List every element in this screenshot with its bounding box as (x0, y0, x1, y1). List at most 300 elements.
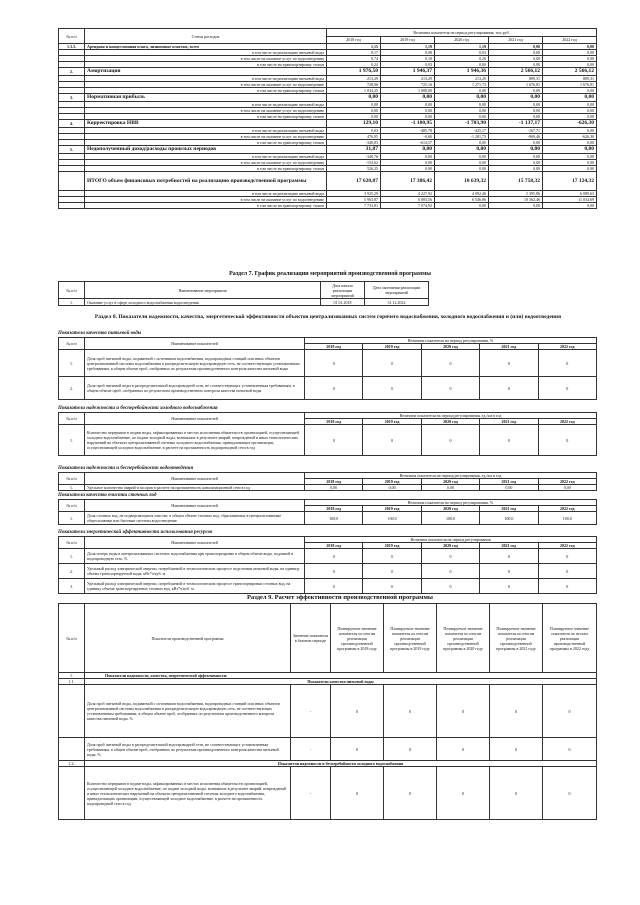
row-value: 0 (538, 549, 596, 564)
row-value: 100,0 (421, 512, 479, 525)
row-value: 0 (480, 549, 538, 564)
period-header: Величина показателя на период регулирования, % (305, 338, 597, 344)
table-row (59, 203, 597, 209)
row-value: 0,00 (489, 114, 543, 120)
row-value: 1 946,36 (435, 68, 489, 76)
schedule-table (58, 281, 429, 306)
row-name: ИТОГО объем финансовых потребностей на реализацию производственной программы (85, 172, 327, 191)
row-value: 100,0 (538, 512, 596, 525)
col-item-header: Статья расходов (85, 29, 327, 44)
row-value: 0,00 (489, 154, 543, 160)
row-value: 0 (538, 425, 596, 456)
row-value: 0,00 (489, 160, 543, 166)
row-value: 0 (305, 549, 363, 564)
row-value: 0 (437, 685, 490, 738)
row-value: 0,03 (381, 62, 435, 68)
year-header: 2018 год (305, 543, 363, 549)
year-header: 2020 год (421, 506, 479, 512)
row-value: 0,00 (435, 108, 489, 114)
row-value: 0,00 (489, 102, 543, 108)
col-no-header: № п/п (59, 604, 85, 673)
efficiency-table (58, 603, 597, 820)
row-value: 1 976,50 (327, 68, 381, 76)
row-value: 0,00 (489, 94, 543, 102)
row-value: 0 (384, 738, 437, 761)
period-header: Величина показателя на период регулирования, % (305, 500, 597, 506)
row-name: в том числе на оказание услуг по водоотведению (85, 82, 327, 88)
col-name-header: Наименование мероприятия (85, 282, 321, 299)
row-value: 0,00 (381, 154, 435, 160)
row-no: 2. (59, 377, 85, 400)
table-row (59, 350, 597, 377)
row-name: в том числе на реализацию питьевой воды (85, 50, 327, 56)
row-value: 0 (421, 377, 479, 400)
row-value: 15 758,32 (489, 172, 543, 191)
row-name: в том числе на оказание услуг по водоотведению (85, 108, 327, 114)
row-value: 0,17 (327, 50, 381, 56)
row-value: 10 639,32 (435, 172, 489, 191)
row-value: 0 (384, 767, 437, 820)
row-value: 1 034,25 (327, 88, 381, 94)
row-value: 4 227,92 (381, 191, 435, 197)
col-name-header: Показатели производственной программы (85, 604, 291, 673)
row-value: 0 (490, 767, 543, 820)
row-no: 1.3.3. (59, 44, 85, 50)
section7-title: Раздел 7. График реализации мероприятий производственной программы (229, 271, 431, 277)
row-value: -614,57 (381, 140, 435, 146)
row-no: 1. (59, 673, 85, 679)
row-base: - (291, 685, 331, 738)
row-value: 0,00 (381, 146, 435, 154)
row-value: 0 (538, 564, 596, 579)
row-value: 0 (331, 685, 384, 738)
row-value: 0 (480, 564, 538, 579)
group-title: Показатели надежности и бесперебойности холодного водоснабжения (85, 761, 597, 767)
row-value: 0,00 (435, 102, 489, 108)
year-header: 2021 год (480, 344, 538, 350)
row-value: 0,00 (543, 128, 597, 134)
row-base: - (291, 767, 331, 820)
row-value: 476,95 (327, 134, 381, 140)
group-title: Показатели качества питьевой воды (85, 679, 597, 685)
row-value: -0,60 (381, 134, 435, 140)
row-value: -340,83 (327, 140, 381, 146)
col-no-header: № п/п (59, 29, 85, 44)
row-value: 0,00 (435, 166, 489, 172)
year-header: 2022 год (538, 479, 596, 485)
col-name-header: Наименование показателей (85, 338, 305, 350)
row-value: 0,00 (543, 114, 597, 120)
plan-year-header: Планируемое значение показателя по итогам реализации производственной программы в 2019 году (384, 604, 437, 673)
row-value: -1 100,95 (381, 120, 435, 128)
row-value: 0,00 (381, 108, 435, 114)
year-header: 2019 год (363, 344, 421, 350)
year-header: 2019 год (363, 506, 421, 512)
row-name: в том числе на транспортировку стоков (85, 140, 327, 146)
row-value: 4 092,46 (435, 191, 489, 197)
year-header: 2021 год (480, 479, 538, 485)
sewer-reliability-table (58, 472, 597, 491)
row-value: 0 (538, 579, 596, 594)
row-value: 0 (363, 377, 421, 400)
row-value: 0,18 (381, 56, 435, 62)
row-value: 0,00 (489, 44, 543, 50)
year-header: 2020 год (421, 479, 479, 485)
year-header: 2020 год (421, 419, 479, 425)
year-header: 2022 год (538, 419, 596, 425)
row-value: 0 (331, 738, 384, 761)
row-value: 17 124,32 (543, 172, 597, 191)
table-row (59, 94, 597, 102)
row-no (59, 203, 85, 209)
t3-caption: Показатели надежности и бесперебойности водоотведения (58, 466, 194, 471)
row-value: 0,00 (489, 203, 543, 209)
row-value: 1 676,81 (489, 82, 543, 88)
row-value: 0 (305, 425, 363, 456)
row-value: 0,00 (381, 160, 435, 166)
row-value: 0 (543, 767, 597, 820)
row-value: 0,00 (381, 102, 435, 108)
row-value: 0 (543, 738, 597, 761)
row-name: Нормативная прибыль (85, 94, 327, 102)
row-name: Количество перерывов в подаче воды, зафиксированных в местах исполнения обязательств организацией, осуществляющей холодное водоснабжение, по подаче холодной воды, возникших в результате аварий, повреждений и иных технологических нарушений на объектах централизованной системы холодного водоснабжения, принадлежащих организации, осуществляющей холодное водоснабжение, в расчете на протяженность водопроводной сети в год (85, 767, 291, 820)
row-value: 0,00 (543, 88, 597, 94)
year-header: 2018 год (305, 506, 363, 512)
row-value: 0,00 (327, 102, 381, 108)
row-value: 0,00 (543, 154, 597, 160)
row-value: 0,00 (435, 62, 489, 68)
row-value: 129,10 (327, 120, 381, 128)
table-row (59, 579, 597, 594)
row-no: 3. (59, 579, 85, 594)
row-value: 0 (305, 579, 363, 594)
row-no (59, 767, 85, 820)
year-header: 2021 год (480, 419, 538, 425)
row-value: 0,00 (381, 166, 435, 172)
row-base: - (291, 738, 331, 761)
col-no-header: № п/п (59, 413, 85, 425)
row-value: 0 (363, 549, 421, 564)
row-name: в том числе на оказание услуг по водоотведению (85, 134, 327, 140)
row-value: 1 271,73 (435, 82, 489, 88)
row-name: в том числе на реализацию питьевой воды (85, 102, 327, 108)
row-value: 889,31 (489, 76, 543, 82)
row-value: 0 (490, 685, 543, 738)
row-value: 11 034,69 (543, 197, 597, 203)
row-value: -167,71 (489, 128, 543, 134)
row-value: 2 566,12 (543, 68, 597, 76)
year-header: 2022 год (543, 36, 597, 44)
col-name-header: Наименование показателей (85, 413, 305, 425)
col-no-header: № п/п (59, 537, 85, 549)
row-name: Удельный расход электрической энергии, потребляемой в технологическом процессе подготовки питьевой воды, на единицу объема транспортируемой воды, кВт*ч/куб. м (85, 564, 305, 579)
period-header: Величина показателя на период регулирования, ед./км в год (305, 473, 597, 479)
row-start: 01.01.2018 (321, 299, 365, 306)
plan-year-header: Планируемое значение показателя по итогам реализации производственной программы в 2022 году (543, 604, 597, 673)
row-value: 6 089,63 (543, 191, 597, 197)
row-value: 0 (480, 350, 538, 377)
period-header: Величина показателя на период регулирования, ед./км в год (305, 413, 597, 419)
row-value: 0 (305, 377, 363, 400)
energy-efficiency-table (58, 536, 597, 594)
row-name: в том числе на оказание услуг по водоотведению (85, 56, 327, 62)
wastewater-treatment-table (58, 499, 597, 525)
row-value: 31,87 (327, 146, 381, 154)
row-name: в том числе на транспортировку стоков (85, 166, 327, 172)
row-name: Доля проб питьевой воды, подаваемой с источников водоснабжения, водопроводных станций или иных объектов централизованной системы водоснабжения в распределительную водопроводную сеть, не соответствующих установленным требованиям, в общем объеме проб, отобранных по результатам производственного контроля качества питьевой воды (85, 350, 305, 377)
row-no (59, 738, 85, 761)
row-value: 0,00 (543, 166, 597, 172)
row-value: 100,0 (480, 512, 538, 525)
row-no: 2. (59, 68, 85, 76)
year-header: 2021 год (480, 506, 538, 512)
row-value: 0 (384, 685, 437, 738)
row-value: 5 963,87 (327, 197, 381, 203)
row-value: 100,0 (305, 512, 363, 525)
table-row (59, 68, 597, 76)
row-value: 0,00 (543, 108, 597, 114)
row-value: 0 (538, 350, 596, 377)
row-value: 0,00 (305, 485, 363, 491)
row-value: 0 (543, 685, 597, 738)
row-value: 0,00 (480, 485, 538, 491)
row-value: -425,17 (435, 128, 489, 134)
row-value: 0,00 (435, 203, 489, 209)
plan-year-header: Планируемое значение показателя по итогам реализации производственной программы в 2018 году (331, 604, 384, 673)
row-value: 0 (363, 350, 421, 377)
row-value: 0 (490, 738, 543, 761)
year-header: 2020 год (421, 344, 479, 350)
row-value: 100,0 (363, 512, 421, 525)
row-value: 2 566,12 (489, 68, 543, 76)
row-value: 0,00 (327, 114, 381, 120)
row-value: 0,00 (327, 94, 381, 102)
col-no-header: № п/п (59, 282, 85, 299)
row-value: -1 703,90 (435, 120, 489, 128)
row-value: 0 (480, 377, 538, 400)
year-header: 2019 год (381, 36, 435, 44)
row-value: 0,00 (543, 203, 597, 209)
row-value: 0,00 (538, 485, 596, 491)
row-value: 0,00 (435, 160, 489, 166)
row-name: в том числе на транспортировку стоков (85, 203, 327, 209)
row-value: -485,78 (381, 128, 435, 134)
row-name: Доля сточных вод, не подвергающихся очистке, в общем объеме сточных вод, сбрасываемых в централизованные общесплавные или бытовые системы водоотведения (85, 512, 305, 525)
row-no: 1. (59, 549, 85, 564)
row-name: Доля потерь воды в централизованных системах водоснабжения при транспортировке в общем объеме воды, поданной в водопроводную сеть, % (85, 549, 305, 564)
row-value: 5 395,86 (489, 191, 543, 197)
row-no: 1.2. (59, 761, 85, 767)
row-no: 3. (59, 94, 85, 102)
row-value: 0,00 (543, 94, 597, 102)
year-header: 2021 год (480, 543, 538, 549)
row-value: 526,25 (327, 166, 381, 172)
row-value: 6 083,56 (381, 197, 435, 203)
row-no: 1. (59, 350, 85, 377)
row-value: 0,00 (381, 94, 435, 102)
row-value: 0,00 (489, 62, 543, 68)
table-row (59, 549, 597, 564)
table-row (59, 377, 597, 400)
col-start-header: Дата начала реализации мероприятий (321, 282, 365, 299)
row-value: 7 733,81 (327, 203, 381, 209)
row-value: 213,29 (381, 76, 435, 82)
row-name: в том числе на транспортировку стоков (85, 114, 327, 120)
section9-title: Раздел 9. Расчет эффективности производственной программы (246, 594, 433, 601)
year-header: 2019 год (363, 543, 421, 549)
table-row (59, 120, 597, 128)
row-no: 1. (59, 425, 85, 456)
row-value: 0 (437, 767, 490, 820)
water-reliability-table (58, 412, 597, 456)
row-value: 17 620,87 (327, 172, 381, 191)
row-value: 0,00 (381, 114, 435, 120)
row-value: 0 (421, 549, 479, 564)
row-value: -1 281,73 (435, 134, 489, 140)
row-value: 0,74 (327, 56, 381, 62)
row-value: 0 (363, 425, 421, 456)
row-value: 889,31 (543, 76, 597, 82)
t2-caption: Показатели надежности и бесперебойности холодного водоснабжения (58, 406, 218, 411)
year-header: 2019 год (363, 419, 421, 425)
row-value: -340,76 (327, 154, 381, 160)
row-name: Доля проб питьевой воды в распределительной водопроводной сети, не соответствующих установленным требованиям, в общем объеме проб, отобранных по результатам производственного контроля качества питьевой воды, % (85, 738, 291, 761)
row-value: 0,00 (489, 108, 543, 114)
col-no-header: № п/п (59, 473, 85, 485)
row-value: 0,26 (435, 56, 489, 62)
year-header: 2018 год (305, 419, 363, 425)
year-header: 2018 год (305, 344, 363, 350)
row-value: 0 (363, 564, 421, 579)
row-no: 1. (59, 299, 85, 306)
row-value: 0 (421, 350, 479, 377)
year-header: 2022 год (538, 506, 596, 512)
row-name: в том числе на реализацию питьевой воды (85, 128, 327, 134)
row-value: 0 (421, 425, 479, 456)
period-header: Величина показателя на период регулирования, тыс.руб. (327, 29, 597, 37)
row-value: 0 (305, 564, 363, 579)
row-value: 0 (538, 377, 596, 400)
row-value: 0 (363, 579, 421, 594)
row-value: 0,08 (381, 50, 435, 56)
year-header: 2022 год (538, 344, 596, 350)
row-value: 0,00 (543, 102, 597, 108)
row-value: 0,03 (435, 50, 489, 56)
col-name-header: Наименование показателей (85, 473, 305, 485)
row-name: в том числе на транспортировку стоков (85, 88, 327, 94)
row-name: в том числе на реализацию питьевой воды (85, 191, 327, 197)
table-row (59, 485, 597, 491)
row-value: 1 008,00 (381, 88, 435, 94)
row-value: 0,00 (435, 154, 489, 160)
year-header: 2019 год (363, 479, 421, 485)
col-end-header: Дата окончания реализации мероприятий (365, 282, 429, 299)
row-value: 0 (305, 350, 363, 377)
row-value: 0 (421, 579, 479, 594)
year-header: 2021 год (489, 36, 543, 44)
row-value: 0 (437, 738, 490, 761)
row-value: 7 074,92 (381, 203, 435, 209)
row-value: 728,96 (327, 82, 381, 88)
table-row (59, 146, 597, 154)
row-name: Арендная и концессионная плата, лизинговые платежи, всего (85, 44, 327, 50)
row-value: 725,16 (381, 82, 435, 88)
row-value: 1,19 (435, 44, 489, 50)
row-no: 1. (59, 485, 85, 491)
table-row (59, 172, 597, 191)
row-end: 31.12.2022 (365, 299, 429, 306)
row-value: -969,46 (489, 134, 543, 140)
row-value: 213,29 (435, 76, 489, 82)
year-header: 2020 год (435, 36, 489, 44)
row-value: 0 (480, 579, 538, 594)
row-value: -1 137,17 (489, 120, 543, 128)
group-title: Показатели надежности, качества, энергетической эффективности: (85, 673, 597, 679)
row-no (59, 172, 85, 191)
row-name: в том числе на оказание услуг по водоотведению (85, 197, 327, 203)
row-value: 0,00 (543, 62, 597, 68)
plan-year-header: Планируемое значение показателя по итогам реализации производственной программы в 2021 году (490, 604, 543, 673)
section8-title: Раздел 8. Показатели надежности, качества, энергетической эффективности объектов централизованных систем горячего водоснабжения, холодного водоснабжения и (или) водоотведения (94, 314, 562, 320)
row-name: в том числе на реализацию питьевой воды (85, 76, 327, 82)
row-value: 0,00 (543, 50, 597, 56)
row-no: 4. (59, 120, 85, 128)
row-value: 0,00 (435, 88, 489, 94)
row-value: 213,29 (327, 76, 381, 82)
t4-caption: Показатели качества очистки сточных вод (58, 493, 157, 498)
row-value: 1,19 (381, 44, 435, 50)
row-name: Корректировка НВВ (85, 120, 327, 128)
row-value: 1 676,81 (543, 82, 597, 88)
row-no: 2. (59, 564, 85, 579)
row-value: 0,00 (543, 44, 597, 50)
row-value: 0,00 (543, 160, 597, 166)
row-value: 0,00 (543, 56, 597, 62)
row-value: 0,00 (363, 485, 421, 491)
row-name: Оказание услуг в сфере холодного водоснабжения водоотведения (85, 299, 321, 306)
year-header: 2020 год (421, 543, 479, 549)
row-no: 1.1. (59, 679, 85, 685)
col-name-header: Наименование показателей (85, 500, 305, 512)
row-name: Недополученный доход/расходы прошлых периодов (85, 146, 327, 154)
row-value: 10 362,46 (489, 197, 543, 203)
period-header: Величина показателя на период регулирования (305, 537, 597, 543)
row-value: 0,00 (489, 88, 543, 94)
year-header: 2022 год (538, 543, 596, 549)
row-value: 3 925,29 (327, 191, 381, 197)
row-value: 0 (480, 425, 538, 456)
row-value: 0,00 (435, 146, 489, 154)
col-base-header: Значение показателя в базовом периоде (291, 604, 331, 673)
row-value: 0,03 (327, 128, 381, 134)
col-no-header: № п/п (59, 500, 85, 512)
row-name: Доля проб питьевой воды, подаваемой с источников водоснабжения, водопроводных станций или иных объектов централизованной системы водоснабжения в распределительную водопроводную сеть, не соответствующих установленным требованиям, в общем объеме проб, отобранных по результатам производственного контроля качества питьевой воды, % (85, 685, 291, 738)
row-no: 5. (59, 146, 85, 154)
row-value: 0,00 (489, 140, 543, 146)
row-value: 17 386,42 (381, 172, 435, 191)
row-value: 0 (331, 767, 384, 820)
row-name: Доля проб питьевой воды в распределительной водопроводной сети, не соответствующих установленным требованиям, в общем объеме проб, отобранных по результатам производственного контроля качества питьевой воды (85, 377, 305, 400)
row-value: -626,30 (543, 120, 597, 128)
row-name: Количество перерывов в подаче воды, зафиксированных в местах исполнения обязательств организацией, осуществляющей холодное водоснабжение, по подаче холодной воды, возникших в результате аварий, повреждений и иных технологических нарушений на объектах централизованной системы холодного водоснабжения, принадлежащих организации, осуществляющей холодное водоснабжение, в расчете на протяженность водопроводной сети в год (85, 425, 305, 456)
expense-table (58, 28, 597, 209)
row-name: в том числе на транспортировку стоков (85, 62, 327, 68)
table-row (59, 425, 597, 456)
row-value: 6 546,86 (435, 197, 489, 203)
row-name: Удельный расход электрической энергии, потребляемой в технологическом процессе транспортировки сточных вод, на единицу объема транспортируемых сточных вод, кВт*ч/куб. м (85, 579, 305, 594)
row-name: в том числе на оказание услуг по водоотведению (85, 160, 327, 166)
col-no-header: № п/п (59, 338, 85, 350)
